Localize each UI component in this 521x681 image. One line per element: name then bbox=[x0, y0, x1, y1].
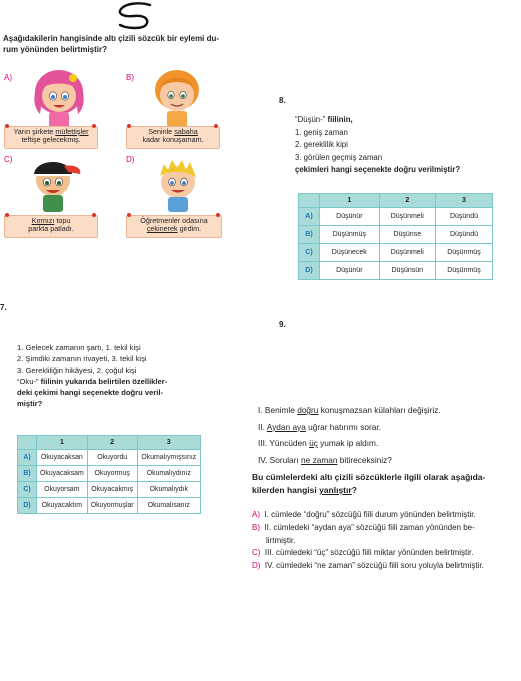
question-8-items: “Düşün-” fiilinin, 1. geniş zaman 2. gereklilik kipi 3. görülen geçmiş zaman çekimleri hangi seçenekte doğru verilmiştir? bbox=[295, 114, 460, 177]
girl-illustration bbox=[28, 62, 90, 128]
option-c[interactable]: C) III. cümledeki “üç” sözcüğü fiili miktar yönünden belirtmiştir. bbox=[252, 548, 474, 558]
option-b-letter: B) bbox=[126, 73, 134, 82]
pin-icon bbox=[92, 213, 96, 217]
question-8-table bbox=[298, 193, 493, 280]
sentence: II. Aydan aya uğrar hatırımı sorar. bbox=[258, 421, 381, 432]
question-9-sentences bbox=[258, 402, 441, 468]
sentence: IV. Soruları ne zaman bitireceksiniz? bbox=[258, 454, 392, 465]
pin-icon bbox=[127, 213, 131, 217]
boy-orange-hair-illustration bbox=[148, 62, 206, 128]
question-prompt: Bu cümlelerdeki altı çizili sözcüklerle ilgili olarak aşağıda- kilerden hangisi yanlıştır? bbox=[252, 472, 486, 495]
speech-bubble-c: Kırmızı topu parkta patladı. bbox=[4, 215, 98, 238]
option-d[interactable]: D) IV. cümledeki “ne zaman” sözcüğü fiili soru yoluyla belirtmiştir. bbox=[252, 561, 484, 571]
list-item: 2. Şimdiki zamanın rivayeti, 3. tekil kişi bbox=[17, 354, 147, 364]
question-9-options: A) I. cümlede “doğru” sözcüğü fiili durum yönünden belirtmiştir. B) II. cümledeki “aydan aya” sözcüğü fiili zaman yönünden be- lirtmiştir. C) III. cümledeki “üç” sözcüğü fiili miktar yönünden belirtmiştir. D) IV. cümledeki “ne zaman” sözcüğü fiili soru yoluyla belirtmiştir. bbox=[252, 509, 521, 573]
list-item: 2. gereklilik kipi bbox=[295, 140, 348, 149]
list-item: 3. görülen geçmiş zaman bbox=[295, 152, 383, 162]
list-item: 3. Gerekliliğin hikâyesi, 2. çoğul kişi bbox=[17, 365, 137, 375]
list-item: 1. Gelecek zamanın şartı, 1. tekil kişi bbox=[17, 343, 141, 352]
table-header: 2 bbox=[87, 436, 137, 450]
pin-icon bbox=[127, 124, 131, 128]
option-c-letter: C) bbox=[4, 155, 13, 164]
question-9-number: 9. bbox=[279, 320, 286, 329]
table-header: 2 bbox=[379, 194, 435, 208]
table-row: C) Okuyorsam Okuyacakmış Okumalıydık bbox=[18, 482, 201, 498]
question-8-number: 8. bbox=[279, 96, 286, 105]
sentence: I. Benimle doğru konuşmazsan külahları değişiriz. bbox=[258, 405, 441, 415]
speech-bubble-b: Seninle sabaha kadar konuşamam. bbox=[126, 126, 220, 149]
table-row: B) Düşünmüş Düşünse Düşündü bbox=[299, 226, 493, 244]
sentence: III. Yüncüden üç yumak ip aldım. bbox=[258, 438, 379, 449]
option-d-letter: D) bbox=[126, 155, 135, 164]
pin-icon bbox=[92, 124, 96, 128]
pin-icon bbox=[5, 124, 9, 128]
table-row: B) Okuyacaksam Okuyormuş Okumalıydınız bbox=[18, 466, 201, 482]
table-header: 1 bbox=[320, 194, 380, 208]
option-b[interactable]: B) II. cümledeki “aydan aya” sözcüğü fiili zaman yönünden be- bbox=[252, 522, 475, 532]
blonde-boy-illustration bbox=[148, 152, 208, 212]
table-header: 3 bbox=[435, 194, 492, 208]
table-row: A) Okuyacaksan Okuyordu Okumalıymışsınız bbox=[18, 450, 201, 466]
pin-icon bbox=[216, 213, 220, 217]
question-7-items: 1. Gelecek zamanın şartı, 1. tekil kişi 2. Şimdiki zamanın rivayeti, 3. tekil kişi 3. Gerekliliğin hikâyesi, 2. çoğul kişi “Oku-” fiilinin yukarıda belirtilen özellikler- deki çekimi hangi seçenekte doğru veril- miştir? bbox=[17, 343, 168, 409]
table-header: 1 bbox=[37, 436, 88, 450]
table-row: D) Düşünür Düşünsün Düşünmüş bbox=[299, 262, 493, 280]
boy-with-cap-illustration bbox=[24, 152, 84, 212]
question-prompt: Aşağıdakilerin hangisinde altı çizili sözcük bir eylemi du- rum yönünden belirtmiştir? bbox=[3, 34, 220, 54]
question-7-number: 7. bbox=[0, 303, 7, 312]
question-prompt: çekimleri hangi seçenekte doğru verilmiştir? bbox=[295, 165, 461, 174]
pin-icon bbox=[5, 213, 9, 217]
table-row: C) Düşünecek Düşünmeli Düşünmüş bbox=[299, 244, 493, 262]
option-a-letter: A) bbox=[4, 73, 12, 82]
question-prompt: “Oku-” fiilinin yukarıda belirtilen özellikler- bbox=[17, 376, 168, 386]
table-row: A) Düşünür Düşünmeli Düşündü bbox=[299, 208, 493, 226]
option-a[interactable]: A) I. cümlede “doğru” sözcüğü fiili durum yönünden belirtmiştir. bbox=[252, 510, 476, 519]
question-7-table bbox=[17, 435, 201, 514]
pin-icon bbox=[214, 124, 218, 128]
list-item: 1. geniş zaman bbox=[295, 127, 348, 137]
table-header: 3 bbox=[137, 436, 200, 450]
handwritten-number-mark bbox=[112, 1, 158, 31]
speech-bubble-d: Öğretmenler odasına çekinerek girdim. bbox=[126, 215, 222, 238]
speech-bubble-a: Yarın şirkete müfettişler teftişe gelecekmiş. bbox=[4, 126, 98, 149]
table-row: D) Okuyacaktım Okuyormuşlar Okumalısanız bbox=[18, 498, 201, 514]
